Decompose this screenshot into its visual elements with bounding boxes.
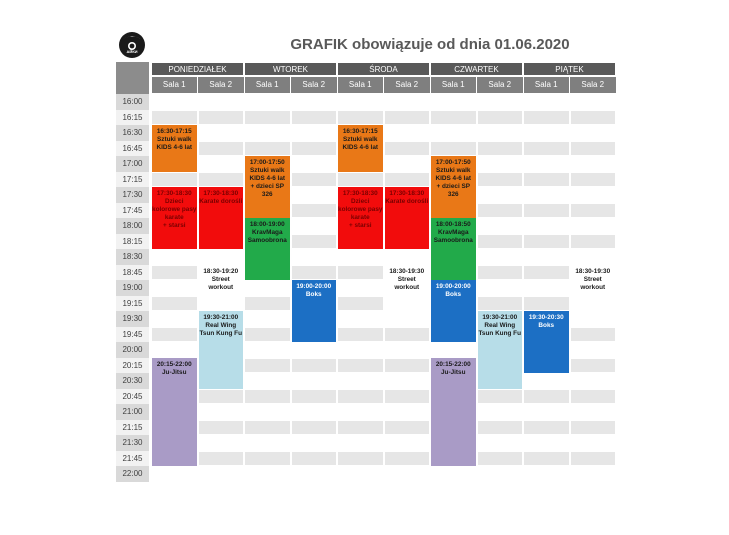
class-name: KravMaga Samoobrona xyxy=(247,229,287,244)
time-label: 21:45 xyxy=(116,451,149,467)
time-label: 17:15 xyxy=(116,172,149,188)
slot-cell xyxy=(338,173,383,187)
slot-cell xyxy=(385,359,430,373)
slot-cell xyxy=(292,343,337,357)
class-name: Boks xyxy=(445,291,462,298)
logo-text: АЙКИ xyxy=(126,49,138,54)
slot-cell xyxy=(245,126,290,140)
slot-cell xyxy=(571,95,616,109)
class-name: Karate dorośli xyxy=(199,198,243,205)
slot-cell xyxy=(338,297,383,311)
slot-cell xyxy=(199,157,244,171)
slot-cell xyxy=(245,328,290,342)
slot-cell xyxy=(338,436,383,450)
slot-cell xyxy=(152,281,197,295)
class-name: Sztuki walk KIDS 4-6 lat + dzieci SP 326 xyxy=(249,167,285,198)
class-name: Street workout xyxy=(580,275,606,291)
slot-cell xyxy=(524,467,569,481)
slot-cell xyxy=(338,281,383,295)
slot-cell xyxy=(338,405,383,419)
slot-cell xyxy=(199,467,244,481)
class-block[interactable] xyxy=(524,311,569,373)
slot-cell xyxy=(478,188,523,202)
slot-cell xyxy=(524,436,569,450)
class-name: Street workout xyxy=(394,275,420,291)
time-label: 18:15 xyxy=(116,234,149,250)
slot-cell xyxy=(571,343,616,357)
class-block[interactable] xyxy=(431,156,476,218)
slot-cell xyxy=(478,405,523,419)
class-time: 19:30-21:00 xyxy=(203,314,239,321)
slot-cell xyxy=(478,111,523,125)
class-block[interactable] xyxy=(199,311,244,389)
slot-cell xyxy=(524,235,569,249)
class-name: Dzieci kolorowe pasy karate + starsi xyxy=(338,198,383,229)
slot-cell xyxy=(571,111,616,125)
slot-cell xyxy=(524,297,569,311)
slot-cell xyxy=(431,142,476,156)
time-label: 16:30 xyxy=(116,125,149,141)
slot-cell xyxy=(524,421,569,435)
slot-cell xyxy=(571,374,616,388)
slot-cell xyxy=(245,405,290,419)
hall-header: Sala 2 xyxy=(477,77,523,93)
slot-cell xyxy=(292,266,337,280)
slot-cell xyxy=(292,188,337,202)
slot-cell xyxy=(245,390,290,404)
slot-cell xyxy=(338,328,383,342)
slot-cell xyxy=(524,452,569,466)
slot-cell xyxy=(478,142,523,156)
slot-cell xyxy=(571,328,616,342)
slot-cell xyxy=(431,95,476,109)
slot-cell xyxy=(431,111,476,125)
slot-cell xyxy=(338,266,383,280)
class-name: Boks xyxy=(305,291,322,298)
slot-cell xyxy=(571,359,616,373)
class-name: Boks xyxy=(538,322,555,329)
class-time: 19:00-20:00 xyxy=(296,283,332,290)
class-name: KravMaga Samoobrona xyxy=(433,229,473,244)
time-label: 17:00 xyxy=(116,156,149,172)
slot-cell xyxy=(292,374,337,388)
class-name: Real Wing Tsun Kung Fu xyxy=(478,322,521,337)
slot-cell xyxy=(245,421,290,435)
slot-cell xyxy=(571,188,616,202)
slot-cell xyxy=(524,157,569,171)
slot-cell xyxy=(385,436,430,450)
slot-cell xyxy=(385,312,430,326)
slot-cell xyxy=(199,421,244,435)
class-name: Ju-Jitsu xyxy=(161,368,187,376)
class-block[interactable] xyxy=(199,187,244,249)
time-label: 22:00 xyxy=(116,466,149,482)
slot-cell xyxy=(478,436,523,450)
slot-cell xyxy=(152,111,197,125)
time-label: 20:00 xyxy=(116,342,149,358)
class-name: Street workout xyxy=(208,275,234,291)
class-time: 18:00-18:50 xyxy=(435,221,471,228)
slot-cell xyxy=(524,374,569,388)
slot-cell xyxy=(338,374,383,388)
slot-cell xyxy=(524,111,569,125)
slot-cell xyxy=(571,219,616,233)
slot-cell xyxy=(338,343,383,357)
slot-cell xyxy=(524,126,569,140)
corner-cell xyxy=(116,62,149,94)
class-block[interactable] xyxy=(385,187,430,249)
class-time: 20:15-22:00 xyxy=(156,360,192,368)
slot-cell xyxy=(524,204,569,218)
slot-cell xyxy=(385,452,430,466)
slot-cell xyxy=(245,467,290,481)
slot-cell xyxy=(152,95,197,109)
slot-cell xyxy=(245,359,290,373)
slot-cell xyxy=(152,173,197,187)
slot-cell xyxy=(571,157,616,171)
slot-cell xyxy=(199,436,244,450)
slot-cell xyxy=(338,312,383,326)
slot-cell xyxy=(292,111,337,125)
slot-cell xyxy=(571,142,616,156)
slot-cell xyxy=(199,173,244,187)
class-block[interactable] xyxy=(571,265,616,312)
class-name: Real Wing Tsun Kung Fu xyxy=(199,322,242,337)
slot-cell xyxy=(385,405,430,419)
time-label: 21:30 xyxy=(116,435,149,451)
slot-cell xyxy=(385,343,430,357)
class-block[interactable] xyxy=(338,125,383,172)
slot-cell xyxy=(338,421,383,435)
slot-cell xyxy=(338,452,383,466)
time-label: 21:00 xyxy=(116,404,149,420)
class-block[interactable] xyxy=(199,265,244,312)
slot-cell xyxy=(199,111,244,125)
time-label: 17:30 xyxy=(116,187,149,203)
time-label: 18:30 xyxy=(116,249,149,265)
schedule-grid xyxy=(116,62,616,496)
slot-cell xyxy=(292,390,337,404)
slot-cell xyxy=(524,281,569,295)
class-name: Dzieci kolorowe pasy karate + starsi xyxy=(152,198,197,229)
slot-cell xyxy=(571,467,616,481)
slot-cell xyxy=(292,126,337,140)
class-time: 20:15-22:00 xyxy=(435,360,471,368)
slot-cell xyxy=(571,173,616,187)
class-block[interactable] xyxy=(152,187,197,249)
slot-cell xyxy=(524,142,569,156)
time-label: 21:15 xyxy=(116,420,149,436)
slot-cell xyxy=(571,452,616,466)
slot-cell xyxy=(524,219,569,233)
slot-cell xyxy=(571,204,616,218)
class-time: 18:30-19:30 xyxy=(389,267,425,275)
class-time: 19:30-20:30 xyxy=(528,314,564,321)
hall-header: Sala 1 xyxy=(152,77,198,93)
slot-cell xyxy=(152,312,197,326)
slot-cell xyxy=(245,436,290,450)
slot-cell xyxy=(478,204,523,218)
slot-cell xyxy=(245,111,290,125)
class-time: 17:30-18:30 xyxy=(342,190,378,197)
hall-header: Sala 1 xyxy=(245,77,291,93)
day-header: ŚRODA xyxy=(337,62,430,76)
slot-cell xyxy=(478,452,523,466)
slot-cell xyxy=(292,359,337,373)
slot-cell xyxy=(292,452,337,466)
class-time: 16:30-17:15 xyxy=(156,128,192,135)
day-header: WTOREK xyxy=(244,62,337,76)
class-time: 18:30-19:20 xyxy=(203,267,239,275)
class-name: Sztuki walk KIDS 4-6 lat xyxy=(342,136,378,151)
class-block[interactable] xyxy=(245,218,290,280)
slot-cell xyxy=(152,467,197,481)
slot-cell xyxy=(478,467,523,481)
class-time: 17:00-17:50 xyxy=(435,159,471,166)
slot-cell xyxy=(385,126,430,140)
slot-cell xyxy=(338,95,383,109)
slot-cell xyxy=(431,467,476,481)
time-label: 19:15 xyxy=(116,296,149,312)
time-label: 20:45 xyxy=(116,389,149,405)
slot-cell xyxy=(478,157,523,171)
slot-cell xyxy=(524,173,569,187)
slot-cell xyxy=(199,405,244,419)
slot-cell xyxy=(524,250,569,264)
time-label: 20:15 xyxy=(116,358,149,374)
slot-cell xyxy=(245,343,290,357)
slot-cell xyxy=(571,312,616,326)
slot-cell xyxy=(478,173,523,187)
slot-cell xyxy=(385,328,430,342)
day-header: CZWARTEK xyxy=(430,62,523,76)
slot-cell xyxy=(245,374,290,388)
slot-cell xyxy=(385,374,430,388)
slot-cell xyxy=(245,312,290,326)
slot-cell xyxy=(199,250,244,264)
slot-cell xyxy=(431,343,476,357)
slot-cell xyxy=(199,126,244,140)
time-label: 19:45 xyxy=(116,327,149,343)
slot-cell xyxy=(245,452,290,466)
class-block[interactable] xyxy=(431,280,476,342)
slot-cell xyxy=(478,95,523,109)
slot-cell xyxy=(245,297,290,311)
slot-cell xyxy=(292,467,337,481)
slot-cell xyxy=(152,266,197,280)
slot-cell xyxy=(338,467,383,481)
slot-cell xyxy=(385,157,430,171)
slot-cell xyxy=(524,390,569,404)
time-label: 18:45 xyxy=(116,265,149,281)
slot-cell xyxy=(199,390,244,404)
class-time: 19:30-21:00 xyxy=(482,314,518,321)
slot-cell xyxy=(478,281,523,295)
slot-cell xyxy=(431,126,476,140)
class-time: 17:30-18:30 xyxy=(156,190,192,197)
hall-header: Sala 1 xyxy=(524,77,570,93)
time-label: 18:00 xyxy=(116,218,149,234)
class-time: 17:00-17:50 xyxy=(249,159,285,166)
slot-cell xyxy=(199,142,244,156)
slot-cell xyxy=(385,142,430,156)
time-label: 19:30 xyxy=(116,311,149,327)
slot-cell xyxy=(292,204,337,218)
slot-cell xyxy=(524,95,569,109)
slot-cell xyxy=(478,266,523,280)
class-block[interactable] xyxy=(338,187,383,249)
slot-cell xyxy=(338,250,383,264)
slot-cell xyxy=(571,421,616,435)
slot-cell xyxy=(199,95,244,109)
slot-cell xyxy=(292,157,337,171)
day-header: PONIEDZIAŁEK xyxy=(151,62,244,76)
slot-cell xyxy=(571,390,616,404)
time-label: 20:30 xyxy=(116,373,149,389)
hall-header: Sala 1 xyxy=(431,77,477,93)
class-time: 18:30-19:30 xyxy=(575,267,611,275)
slot-cell xyxy=(292,173,337,187)
slot-cell xyxy=(245,142,290,156)
time-label: 17:45 xyxy=(116,203,149,219)
class-time: 17:30-18:30 xyxy=(389,190,425,197)
slot-cell xyxy=(385,250,430,264)
class-name: Sztuki walk KIDS 4-6 lat + dzieci SP 326 xyxy=(435,167,471,198)
slot-cell xyxy=(524,405,569,419)
slot-cell xyxy=(478,126,523,140)
slot-cell xyxy=(478,297,523,311)
slot-cell xyxy=(571,235,616,249)
slot-cell xyxy=(152,297,197,311)
day-header: PIĄTEK xyxy=(523,62,616,76)
slot-cell xyxy=(292,95,337,109)
class-block[interactable] xyxy=(478,311,523,389)
hall-header: Sala 2 xyxy=(198,77,244,93)
slot-cell xyxy=(478,421,523,435)
class-block[interactable] xyxy=(152,358,197,467)
slot-cell xyxy=(478,390,523,404)
slot-cell xyxy=(571,405,616,419)
slot-cell xyxy=(292,142,337,156)
slot-cell xyxy=(385,173,430,187)
class-time: 19:00-20:00 xyxy=(435,283,471,290)
hall-header: Sala 2 xyxy=(384,77,430,93)
slot-cell xyxy=(292,219,337,233)
slot-cell xyxy=(338,359,383,373)
class-block[interactable] xyxy=(292,280,337,342)
time-label: 16:45 xyxy=(116,141,149,157)
class-name: Karate dorośli xyxy=(385,198,429,205)
slot-cell xyxy=(338,111,383,125)
class-block[interactable] xyxy=(152,125,197,172)
class-block[interactable] xyxy=(431,358,476,467)
slot-cell xyxy=(152,343,197,357)
slot-cell xyxy=(385,421,430,435)
slot-cell xyxy=(245,281,290,295)
hall-header: Sala 2 xyxy=(570,77,616,93)
class-name: Sztuki walk KIDS 4-6 lat xyxy=(156,136,192,151)
slot-cell xyxy=(571,436,616,450)
slot-cell xyxy=(478,250,523,264)
slot-cell xyxy=(571,126,616,140)
class-block[interactable] xyxy=(245,156,290,218)
class-name: Ju-Jitsu xyxy=(440,368,466,376)
slot-cell xyxy=(292,421,337,435)
hall-header: Sala 1 xyxy=(338,77,384,93)
class-time: 16:30-17:15 xyxy=(342,128,378,135)
slot-cell xyxy=(524,188,569,202)
class-time: 18:00-19:00 xyxy=(249,221,285,228)
class-time: 17:30-18:30 xyxy=(203,190,239,197)
time-label: 16:15 xyxy=(116,110,149,126)
slot-cell xyxy=(199,452,244,466)
slot-cell xyxy=(292,436,337,450)
slot-cell xyxy=(152,250,197,264)
slot-cell xyxy=(385,111,430,125)
slot-cell xyxy=(152,328,197,342)
slot-cell xyxy=(292,405,337,419)
slot-cell xyxy=(571,250,616,264)
slot-cell xyxy=(478,219,523,233)
hall-header: Sala 2 xyxy=(291,77,337,93)
club-logo xyxy=(116,30,148,60)
slot-cell xyxy=(292,250,337,264)
slot-cell xyxy=(385,467,430,481)
time-label: 19:00 xyxy=(116,280,149,296)
slot-cell xyxy=(385,390,430,404)
page-title: GRAFIK obowiązuje od dnia 01.06.2020 xyxy=(290,36,570,53)
slot-cell xyxy=(524,266,569,280)
class-block[interactable] xyxy=(385,265,430,312)
slot-cell xyxy=(292,235,337,249)
class-block[interactable] xyxy=(431,218,476,280)
slot-cell xyxy=(385,95,430,109)
time-label: 16:00 xyxy=(116,94,149,110)
slot-cell xyxy=(338,390,383,404)
slot-cell xyxy=(245,95,290,109)
slot-cell xyxy=(478,235,523,249)
